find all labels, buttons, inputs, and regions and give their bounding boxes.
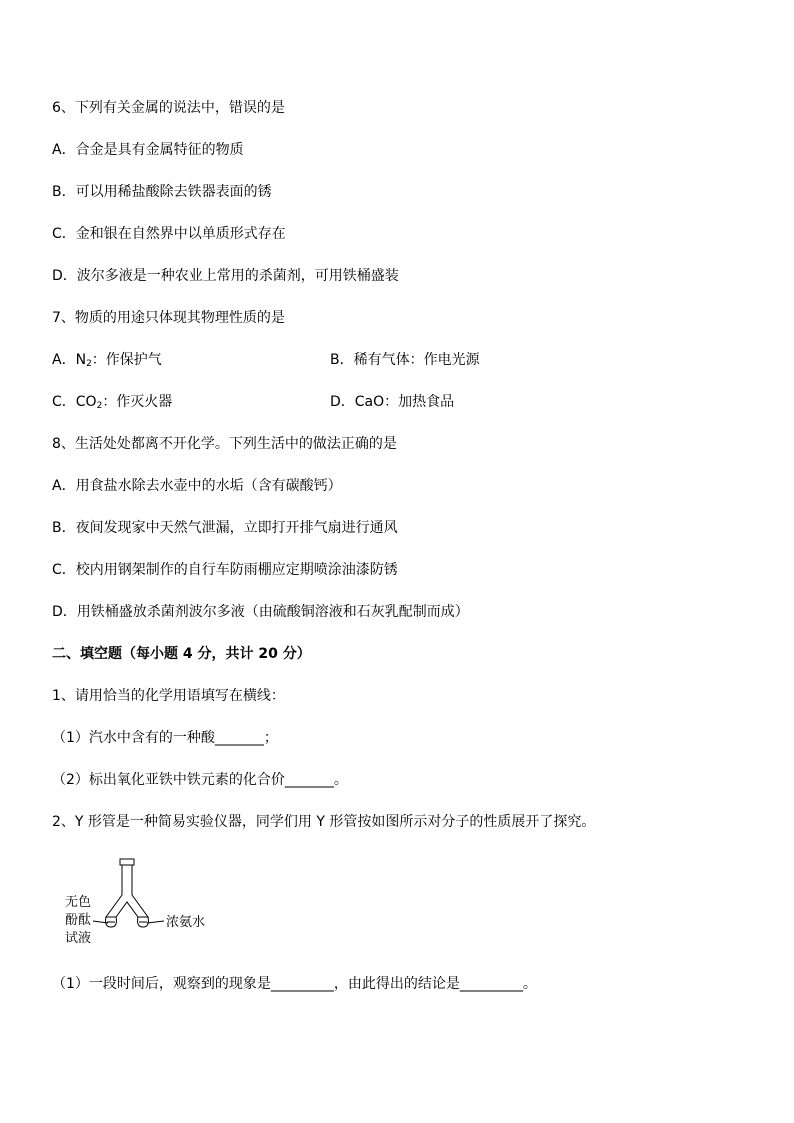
section-heading: 二、填空题（每小题 4 分，共计 20 分） [52,646,311,662]
q6-option-b: B．可以用稀盐酸除去铁器表面的锈 [52,184,272,200]
q7-option-a-subscript: 2 [86,359,92,369]
q6-option-c: C．金和银在自然界中以单质形式存在 [52,226,286,242]
fill1-part1: （1）汽水中含有的一种酸_______； [52,730,278,746]
tube-stem [106,865,148,917]
q6-option-a: A．合金是具有金属特征的物质 [52,142,244,158]
fill1-part2: （2）标出氧化亚铁中铁元素的化合价_______。 [52,772,348,788]
q6-stem: 6、下列有关金属的说法中，错误的是 [52,100,285,116]
q7-option-d: D．CaO：加热食品 [330,394,455,410]
y-tube-figure [60,855,230,955]
fill1-stem: 1、请用恰当的化学用语填写在横线： [52,688,285,704]
label-ammonia: 浓氨水 [166,915,206,930]
right-pointer [147,921,164,923]
label-colorless: 无色 [65,895,92,910]
label-phenolphthalein: 酚酞 [65,913,92,928]
q7-option-c [52,392,172,416]
q7-option-a-prefix: A．N [52,352,87,368]
q8-option-a: A．用食盐水除去水壶中的水垢（含有碳酸钙） [52,478,342,494]
q8-option-b: B．夜间发现家中天然气泄漏，立即打开排气扇进行通风 [52,520,398,536]
q7-option-a [52,350,162,374]
q7-option-c-prefix: C．CO [52,394,97,410]
fill2-stem: 2、Y 形管是一种简易实验仪器，同学们用 Y 形管按如图所示对分子的性质展开了探究。 [52,814,596,830]
q8-option-c: C．校内用钢架制作的自行车防雨棚应定期喷涂油漆防锈 [52,562,398,578]
q7-option-a-suffix: ：作保护气 [91,352,162,368]
q6-option-d: D．波尔多液是一种农业上常用的杀菌剂，可用铁桶盛装 [52,268,399,284]
label-test-solution: 试液 [65,931,92,946]
q7-option-c-subscript: 2 [96,401,103,411]
q7-option-c-suffix: ：作灭火器 [102,394,173,410]
q7-stem: 7、物质的用途只体现其物理性质的是 [52,310,285,326]
tube-mouth [120,859,134,865]
q8-option-d: D．用铁桶盛放杀菌剂波尔多液（由硫酸铜溶液和石灰乳配制而成） [52,604,469,620]
q7-option-b: B．稀有气体：作电光源 [330,352,480,368]
q8-stem: 8、生活处处都离不开化学。下列生活中的做法正确的是 [52,436,397,452]
fill2-part1: （1）一段时间后，观察到的现象是_________，由此得出的结论是_________。 [52,976,537,992]
